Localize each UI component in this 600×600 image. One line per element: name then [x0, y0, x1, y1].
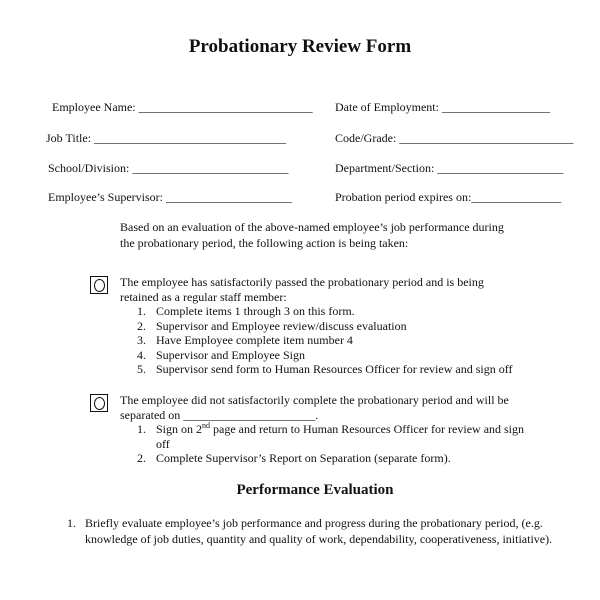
performance-evaluation-heading: Performance Evaluation	[236, 482, 394, 498]
employee-name-field[interactable]: Employee Name: _____________________________	[52, 100, 313, 114]
intro-paragraph: Based on an evaluation of the above-named employee’s job performance during the probationary period, the following action is being taken:	[120, 220, 504, 250]
code-grade-field[interactable]: Code/Grade: _____________________________	[335, 131, 574, 145]
passed-checkbox[interactable]	[90, 276, 108, 294]
failed-checkbox[interactable]	[90, 394, 108, 412]
failed-option-text: The employee did not satisfactorily complete the probationary period and will be separated on ______________________.	[120, 393, 509, 422]
list-item: 2. Complete Supervisor’s Report on Separation (separate form).	[137, 451, 451, 465]
list-item: 1. Sign on 2nd page and return to Human Resources Officer for review and sign off	[137, 421, 525, 451]
form-title: Probationary Review Form	[188, 36, 412, 57]
employees-supervisor-field[interactable]: Employee’s Supervisor: _____________________	[48, 190, 292, 204]
list-item: 1. Complete items 1 through 3 on this form.	[137, 304, 355, 318]
school-division-field[interactable]: School/Division: __________________________	[48, 161, 289, 175]
department-section-field[interactable]: Department/Section: _____________________	[335, 161, 564, 175]
passed-steps-list	[137, 304, 527, 377]
probation-expires-field[interactable]: Probation period expires on:_______________	[335, 190, 562, 204]
list-item: 4. Supervisor and Employee Sign	[137, 347, 305, 362]
passed-option-text: The employee has satisfactorily passed the probationary period and is being retained as a regular staff member:	[120, 275, 484, 304]
evaluation-item: 1. Briefly evaluate employee’s job performance and progress during the probationary period, (e.g. knowledge of job duties, quantity and quality of work, dependability, cooperativeness, initiative).	[67, 516, 553, 546]
list-item: 3. Have Employee complete item number 4	[137, 333, 353, 347]
list-item: 2. Supervisor and Employee review/discuss evaluation	[137, 318, 407, 333]
job-title-field[interactable]: Job Title: ________________________________	[46, 131, 287, 145]
checkbox-circle-icon	[94, 397, 105, 410]
list-item: 5. Supervisor send form to Human Resources Officer for review and sign off	[137, 362, 513, 376]
checkbox-circle-icon	[94, 279, 105, 292]
failed-steps-list	[137, 422, 527, 466]
date-of-employment-field[interactable]: Date of Employment: __________________	[335, 100, 550, 114]
